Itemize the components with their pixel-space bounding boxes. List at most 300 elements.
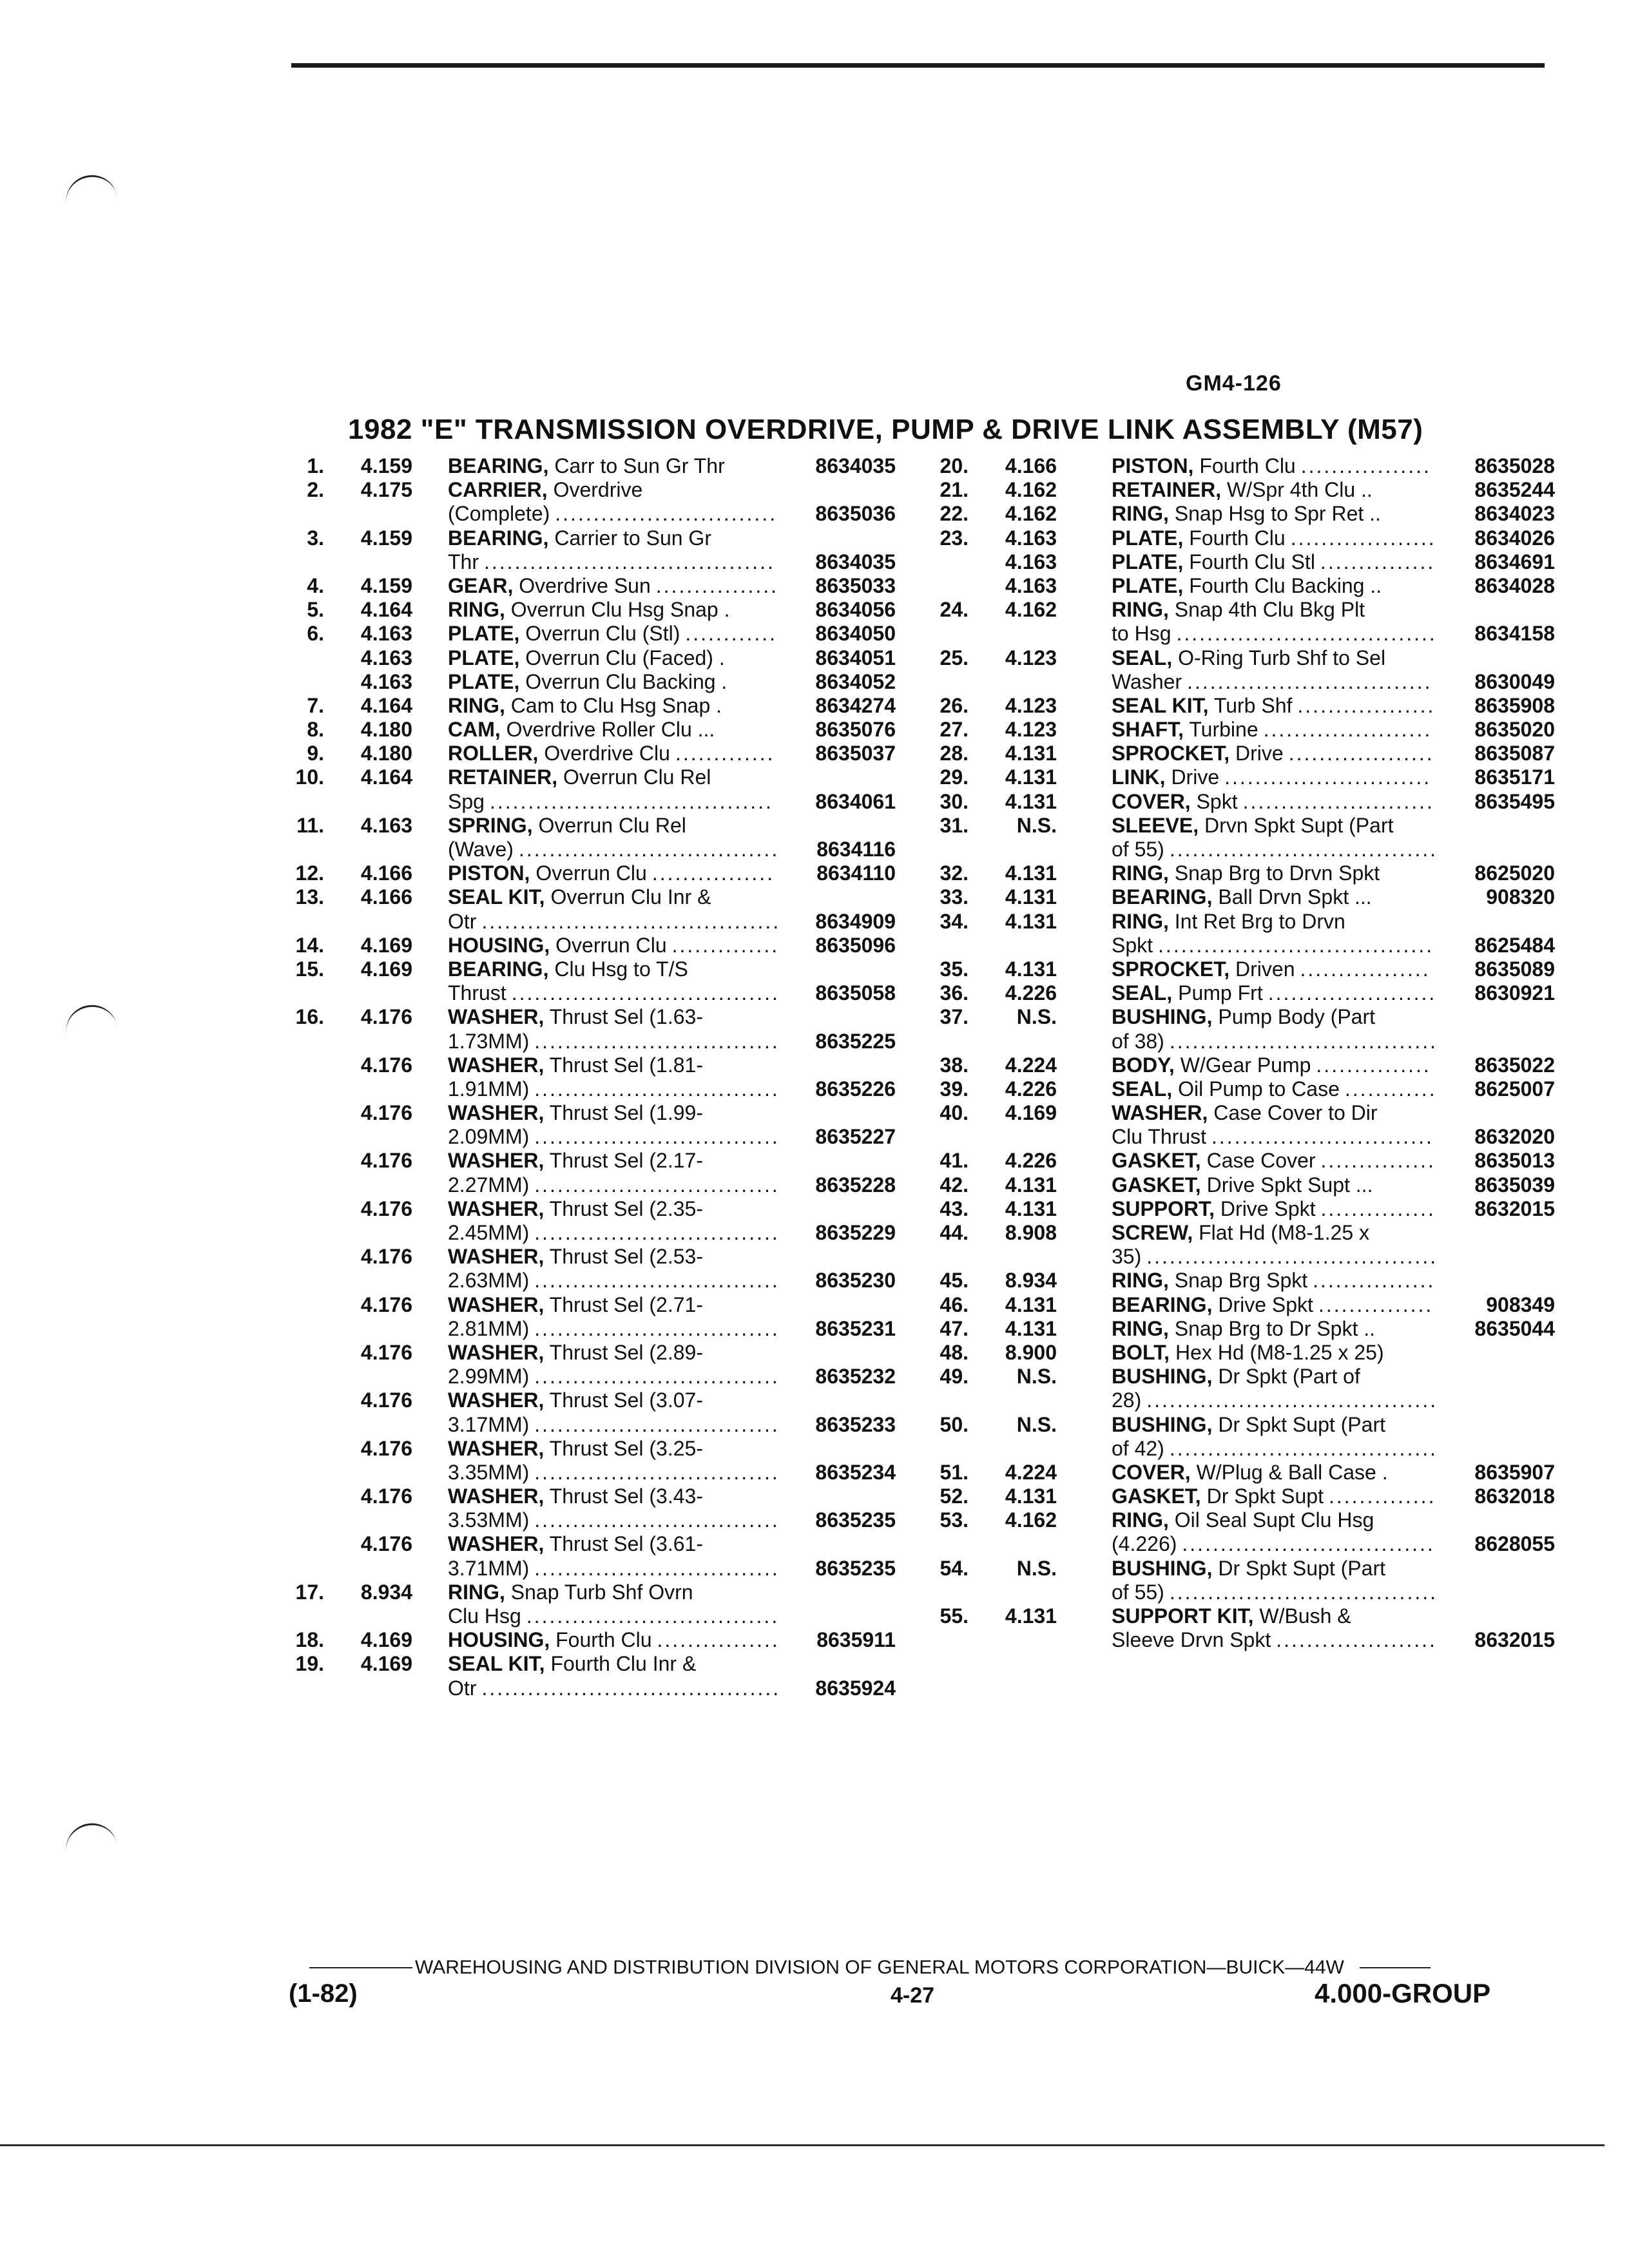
part-number: 8635096 (815, 933, 896, 957)
part-description (448, 1508, 780, 1532)
part-description (448, 622, 777, 646)
part-description (1112, 1604, 1351, 1628)
part-row (287, 1245, 899, 1269)
item-number: 21. (940, 478, 969, 502)
part-name: PLATE, (448, 669, 520, 693)
parts-list-left (287, 454, 899, 1700)
part-description (448, 765, 711, 789)
item-number: 9. (307, 742, 324, 765)
part-row (931, 1341, 1556, 1365)
part-name: ROLLER, (448, 742, 539, 765)
part-description (1112, 1365, 1360, 1389)
part-name: WASHER, (448, 1485, 545, 1508)
part-row (287, 838, 899, 861)
part-description (448, 957, 688, 981)
part-description (1112, 1053, 1431, 1077)
part-detail: Overdrive (547, 478, 643, 502)
part-number: 8635171 (1474, 765, 1555, 789)
part-detail: (4.226) (1112, 1532, 1177, 1556)
part-row (931, 885, 1556, 909)
part-row (287, 526, 899, 550)
part-name: BUSHING, (1112, 1365, 1213, 1389)
part-number: 8632020 (1474, 1125, 1555, 1149)
part-name: SCREW, (1112, 1221, 1193, 1244)
part-number: 8635226 (815, 1077, 896, 1100)
item-number: 16. (295, 1005, 324, 1029)
binder-mark (63, 1820, 117, 1855)
part-row (931, 1101, 1556, 1125)
group-number: N.S. (1016, 813, 1057, 837)
part-description (448, 694, 722, 718)
part-number: 8628055 (1474, 1532, 1555, 1556)
part-number: 8635232 (815, 1365, 896, 1389)
part-row (931, 981, 1556, 1005)
group-number: 4.131 (1005, 1293, 1057, 1316)
item-number: 3. (307, 526, 324, 550)
part-number: 8635233 (815, 1412, 896, 1436)
dot-leader: ...................................... (1146, 1245, 1438, 1269)
part-name: WASHER, (448, 1149, 545, 1173)
part-number: 8632018 (1474, 1485, 1555, 1508)
part-row (931, 1053, 1556, 1077)
group-number: 4.123 (1005, 693, 1057, 717)
item-number: 23. (940, 526, 969, 550)
part-detail: 3.71MM) (448, 1556, 530, 1580)
part-name: SEAL, (1112, 1077, 1173, 1100)
part-row (931, 1125, 1556, 1149)
dot-leader: ................................ (534, 1269, 780, 1293)
group-number: 4.163 (1005, 573, 1057, 597)
group-number: 4.164 (360, 765, 412, 789)
part-detail: 2.63MM) (448, 1269, 530, 1293)
part-number: 8635227 (815, 1125, 896, 1149)
part-description (448, 454, 725, 478)
part-description (1112, 694, 1435, 718)
part-name: COVER, (1112, 789, 1191, 813)
part-detail: 2.81MM) (448, 1316, 530, 1340)
part-row (287, 1269, 899, 1293)
part-row (931, 1317, 1556, 1341)
part-name: BEARING, (448, 957, 549, 981)
group-number: 8.900 (1005, 1340, 1057, 1364)
part-description (1112, 1245, 1438, 1269)
group-number: 8.934 (360, 1580, 412, 1604)
part-detail: Int Ret Brg to Drvn (1168, 909, 1345, 933)
part-description (1112, 957, 1431, 981)
part-detail: Sleeve Drvn Spkt (1112, 1628, 1271, 1652)
part-description (1112, 1389, 1438, 1412)
part-description (1112, 1532, 1435, 1556)
part-detail: Snap Brg to Dr Spkt .. (1168, 1316, 1376, 1340)
part-description (448, 742, 775, 765)
footer-publisher: WAREHOUSING AND DISTRIBUTION DIVISION OF GENERAL MOTORS CORPORATION—BUICK—44W (415, 1957, 1344, 1978)
part-name: WASHER, (448, 1293, 545, 1316)
part-row (931, 1077, 1556, 1101)
group-number: 4.226 (1005, 1149, 1057, 1173)
part-detail: of 55) (1112, 838, 1164, 861)
part-description (448, 598, 729, 622)
item-number: 37. (940, 1005, 969, 1029)
part-row (931, 934, 1556, 957)
part-row (287, 861, 899, 885)
part-description (448, 1317, 780, 1341)
part-detail: Overrun Clu Rel (557, 765, 711, 789)
item-number: 11. (296, 813, 324, 837)
part-detail: Clu Thrust (1112, 1125, 1207, 1149)
part-number: 8634026 (1474, 526, 1555, 550)
part-number: 8634061 (815, 789, 896, 813)
part-description (448, 838, 779, 861)
part-row (287, 1677, 899, 1700)
part-name: SUPPORT KIT, (1112, 1604, 1254, 1628)
item-number: 51. (940, 1460, 969, 1484)
group-number: 4.176 (360, 1485, 412, 1508)
dot-leader: ................................ (534, 1460, 780, 1484)
part-number: 8635020 (1474, 718, 1555, 742)
part-description (448, 814, 686, 838)
part-name: WASHER, (448, 1196, 545, 1220)
group-number: 4.176 (360, 1149, 412, 1173)
part-detail: Otr (448, 1676, 477, 1700)
part-row (931, 1485, 1556, 1508)
part-name: RING, (1112, 598, 1169, 622)
item-number: 6. (307, 622, 324, 646)
dot-leader: ................................ (534, 1029, 780, 1053)
part-description (1112, 1269, 1435, 1293)
part-detail: Thrust (448, 981, 506, 1005)
part-number: 8635230 (815, 1269, 896, 1293)
dot-leader: ................................ (534, 1412, 780, 1436)
part-detail: Dr Spkt (Part of (1212, 1365, 1360, 1389)
part-detail: Oil Seal Supt Clu Hsg (1168, 1508, 1374, 1532)
part-number: 8635228 (815, 1173, 896, 1196)
part-name: SPRING, (448, 813, 533, 837)
part-description (1112, 1149, 1436, 1173)
item-number: 48. (940, 1340, 969, 1364)
part-row (287, 1077, 899, 1101)
item-number: 10. (295, 765, 324, 789)
part-description (1112, 1508, 1374, 1532)
part-detail: W/Plug & Ball Case . (1190, 1460, 1388, 1484)
dot-leader: ...................................... (484, 550, 775, 573)
dot-leader: ......................... (1242, 789, 1434, 813)
part-detail: Fourth Clu Backing .. (1183, 573, 1382, 597)
part-row (287, 1317, 899, 1341)
item-number: 19. (295, 1652, 324, 1676)
item-number: 13. (295, 885, 324, 909)
part-detail: 2.27MM) (448, 1173, 530, 1196)
item-number: 53. (940, 1508, 969, 1532)
part-detail: W/Bush & (1253, 1604, 1351, 1628)
part-row (287, 478, 899, 502)
part-row (287, 1149, 899, 1173)
item-number: 49. (940, 1365, 969, 1389)
part-detail: Pump Body (Part (1212, 1005, 1375, 1029)
dot-leader: ....................................... (481, 1676, 781, 1700)
group-number: N.S. (1016, 1412, 1057, 1436)
dot-leader: ................................... (1169, 1436, 1438, 1460)
part-number: 8635235 (815, 1556, 896, 1580)
part-detail: Thrust Sel (2.71- (544, 1293, 703, 1316)
part-name: BUSHING, (1112, 1412, 1213, 1436)
dot-leader: ................... (1290, 526, 1436, 550)
part-description (448, 478, 642, 502)
group-number: 4.176 (360, 1293, 412, 1316)
part-name: HOUSING, (448, 933, 550, 957)
item-number: 34. (940, 909, 969, 933)
part-row (931, 646, 1556, 670)
dot-leader: ...................... (1263, 718, 1432, 742)
dot-leader: ................. (1300, 957, 1431, 981)
part-number: 8634023 (1474, 502, 1555, 526)
part-row (931, 1197, 1556, 1221)
part-name: WASHER, (448, 1436, 545, 1460)
group-number: 4.123 (1005, 718, 1057, 742)
dot-leader: .................................... (1158, 933, 1434, 957)
group-number: 8.908 (1005, 1221, 1057, 1244)
group-number: 4.162 (1005, 502, 1057, 526)
part-name: RING, (1112, 1269, 1169, 1293)
part-description (1112, 670, 1432, 694)
dot-leader: ................................... (1169, 1029, 1438, 1053)
dot-leader: ................................ (534, 1173, 780, 1196)
part-detail: of 42) (1112, 1436, 1164, 1460)
part-number: 8635033 (815, 573, 896, 597)
part-number: 8635058 (815, 981, 896, 1005)
part-description (1112, 910, 1345, 934)
part-description (1112, 814, 1393, 838)
part-row (931, 1173, 1556, 1197)
part-row (931, 1532, 1556, 1556)
part-detail: 3.35MM) (448, 1460, 530, 1484)
dot-leader: ............ (1344, 1077, 1437, 1100)
part-number: 8635231 (815, 1316, 896, 1340)
part-description (448, 1341, 703, 1365)
footer-dash (309, 1967, 412, 1968)
item-number: 31. (940, 813, 969, 837)
part-detail: Fourth Clu (550, 1628, 652, 1652)
part-description (448, 981, 780, 1005)
part-name: WASHER, (1112, 1101, 1208, 1125)
item-number: 40. (940, 1101, 969, 1125)
part-row (287, 718, 899, 742)
part-number: 8635244 (1474, 478, 1555, 502)
part-name: WASHER, (448, 1101, 545, 1125)
part-row (287, 1508, 899, 1532)
item-number: 12. (295, 861, 324, 885)
dot-leader: ................................ (534, 1125, 780, 1149)
group-number: 4.224 (1005, 1460, 1057, 1484)
item-number: 28. (940, 742, 969, 765)
part-description (448, 1030, 780, 1053)
part-detail: Thrust Sel (1.99- (544, 1101, 703, 1125)
part-detail: Overdrive Sun (513, 573, 651, 597)
group-number: 4.162 (1005, 598, 1057, 622)
part-row (931, 1245, 1556, 1269)
part-row (931, 670, 1556, 694)
part-number: 8635924 (815, 1676, 896, 1700)
part-description (1112, 765, 1431, 789)
group-number: 4.169 (360, 957, 412, 981)
part-detail: 1.73MM) (448, 1029, 530, 1053)
item-number: 50. (940, 1412, 969, 1436)
item-number: 5. (307, 598, 324, 622)
part-description (448, 526, 711, 550)
part-name: RETAINER, (448, 765, 558, 789)
part-detail: W/Gear Pump (1174, 1053, 1311, 1077)
part-number: 8625020 (1474, 861, 1555, 885)
dot-leader: ............... (1320, 1196, 1436, 1220)
part-description (448, 1677, 780, 1700)
part-description (1112, 574, 1382, 598)
dot-leader: ................................ (1187, 669, 1432, 693)
dot-leader: ............. (675, 742, 775, 765)
part-name: BUSHING, (1112, 1005, 1213, 1029)
part-description (448, 1173, 780, 1197)
group-number: 4.224 (1005, 1053, 1057, 1077)
part-name: BOLT, (1112, 1340, 1170, 1364)
part-detail: Thrust Sel (1.81- (544, 1053, 703, 1077)
part-detail: Overrun Clu (Stl) (519, 622, 680, 646)
part-row (931, 742, 1556, 765)
part-description (1112, 1293, 1433, 1317)
part-description (448, 1269, 780, 1293)
top-rule (291, 63, 1545, 68)
part-detail: Thrust Sel (3.07- (544, 1389, 703, 1412)
dot-leader: ................................ (534, 1508, 780, 1532)
part-number: 8635225 (815, 1029, 896, 1053)
part-name: SEAL, (1112, 646, 1173, 669)
part-row (287, 1173, 899, 1197)
part-number: 8635234 (815, 1460, 896, 1484)
part-row (931, 910, 1556, 934)
item-number: 30. (940, 789, 969, 813)
part-detail: Turb Shf (1208, 693, 1293, 717)
part-name: RING, (1112, 909, 1169, 933)
part-row (287, 1557, 899, 1581)
part-name: SPROCKET, (1112, 957, 1230, 981)
dot-leader: .............. (671, 933, 780, 957)
group-number: 4.180 (360, 742, 412, 765)
part-number: 8634028 (1474, 573, 1555, 597)
part-row (931, 1149, 1556, 1173)
dot-leader: ................................ (534, 1077, 780, 1100)
footer-group: 4.000-GROUP (1315, 1978, 1491, 2008)
part-row (931, 1628, 1556, 1652)
dot-leader: ..................... (1276, 1628, 1437, 1652)
item-number: 38. (940, 1053, 969, 1077)
part-row (287, 1341, 899, 1365)
part-description (448, 1389, 703, 1412)
part-number: 8635022 (1474, 1053, 1555, 1077)
part-row (931, 502, 1556, 526)
part-name: WASHER, (448, 1389, 545, 1412)
dot-leader: .................................. (518, 838, 780, 861)
part-number: 8635235 (815, 1508, 896, 1532)
group-number: 4.226 (1005, 981, 1057, 1005)
part-detail: Overrun Clu (550, 933, 667, 957)
part-row (287, 1125, 899, 1149)
part-description (1112, 646, 1385, 670)
group-number: 4.169 (1005, 1101, 1057, 1125)
part-description (1112, 1485, 1436, 1508)
part-description (448, 1101, 703, 1125)
group-number: 4.164 (360, 693, 412, 717)
part-row (931, 1413, 1556, 1437)
group-number: 4.131 (1005, 1604, 1057, 1628)
part-detail: Flat Hd (M8-1.25 x (1193, 1221, 1370, 1244)
dot-leader: ............... (1316, 1053, 1431, 1077)
part-description (1112, 790, 1434, 814)
part-number: 908349 (1486, 1293, 1555, 1316)
part-detail: Snap Turb Shf Ovrn (505, 1580, 693, 1604)
group-number: 4.166 (360, 861, 412, 885)
part-description (448, 1581, 693, 1604)
footer-publisher-line (309, 1957, 1524, 1979)
part-detail: Fourth Clu (1183, 526, 1286, 550)
part-row (287, 1461, 899, 1485)
part-number: 8634051 (815, 646, 896, 669)
part-name: BEARING, (1112, 885, 1213, 909)
part-detail: Overrun Clu Backing . (519, 669, 728, 693)
dot-leader: ...................................... (1146, 1389, 1438, 1412)
part-description (448, 934, 779, 957)
part-number: 8635911 (816, 1628, 896, 1652)
part-name: SEAL KIT, (448, 885, 545, 909)
part-number: 8635089 (1474, 957, 1555, 981)
group-number: 4.176 (360, 1101, 412, 1125)
part-description (1112, 454, 1431, 478)
part-detail: 28) (1112, 1389, 1142, 1412)
part-description (448, 1437, 703, 1461)
document-id: GM4-126 (1186, 371, 1282, 396)
dot-leader: ................................... (1169, 1580, 1438, 1604)
item-number: 17. (295, 1580, 324, 1604)
binder-mark (63, 1002, 117, 1037)
part-number: 8632015 (1474, 1196, 1555, 1220)
part-detail: Snap 4th Clu Bkg Plt (1168, 598, 1365, 622)
part-name: CARRIER, (448, 478, 548, 502)
part-description (1112, 1581, 1438, 1604)
part-description (1112, 1557, 1385, 1581)
part-name: RING, (1112, 502, 1169, 526)
dot-leader: ...................... (1268, 981, 1437, 1005)
group-number: 4.164 (360, 598, 412, 622)
part-row (287, 598, 899, 622)
part-detail: 2.09MM) (448, 1125, 530, 1149)
part-row (287, 646, 899, 670)
group-number: 4.123 (1005, 646, 1057, 669)
group-number: 4.166 (1005, 454, 1057, 477)
part-row (931, 1508, 1556, 1532)
part-description (448, 1149, 703, 1173)
part-detail: Drive Spkt (1215, 1196, 1316, 1220)
part-row (931, 1365, 1556, 1389)
part-name: PLATE, (1112, 526, 1184, 550)
part-detail: Fourth Clu Inr & (545, 1652, 697, 1676)
part-name: PLATE, (1112, 550, 1184, 573)
part-description (1112, 598, 1365, 622)
part-description (448, 1293, 703, 1317)
part-detail: 2.45MM) (448, 1221, 530, 1244)
dot-leader: ................................ (534, 1316, 780, 1340)
part-row (287, 1389, 899, 1412)
part-detail: Fourth Clu (1193, 454, 1296, 477)
part-row (931, 526, 1556, 550)
part-number: 8634052 (815, 669, 896, 693)
part-number: 8634116 (816, 838, 896, 861)
part-detail: Ball Drvn Spkt ... (1212, 885, 1372, 909)
